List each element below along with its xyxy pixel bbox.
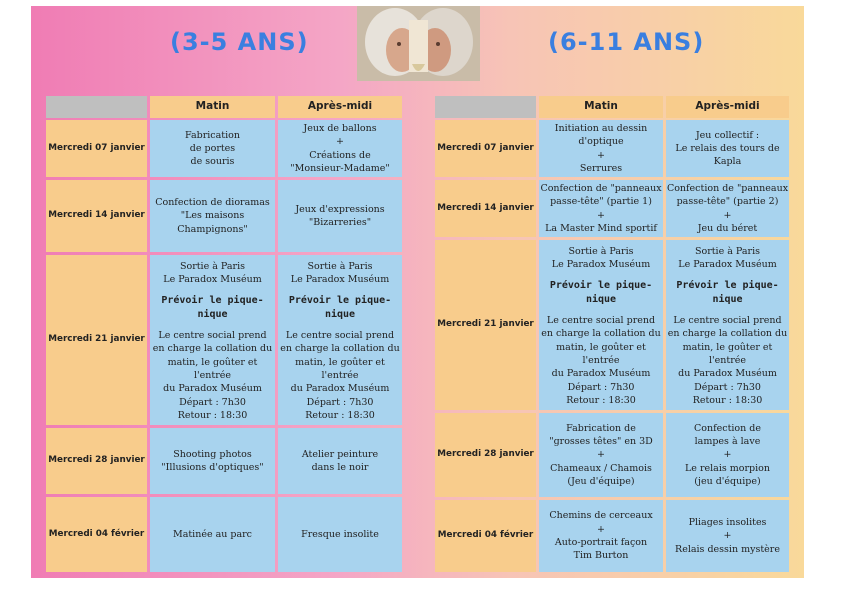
activity-cell: Matinée au parc bbox=[150, 497, 275, 572]
day-cell: Mercredi 21 janvier bbox=[46, 255, 147, 425]
header-matin-right: Matin bbox=[539, 96, 663, 118]
activity-cell: Confection de lampes à lave + Le relais morpion (jeu d'équipe) bbox=[666, 413, 789, 497]
outing-title: Sortie à Paris Le Paradox Muséum bbox=[290, 260, 390, 286]
outing-cell bbox=[539, 240, 663, 410]
day-cell: Mercredi 14 janvier bbox=[46, 180, 147, 252]
day-cell: Mercredi 14 janvier bbox=[435, 180, 536, 237]
optical-illusion-image bbox=[357, 6, 480, 81]
header-blank-left bbox=[46, 96, 147, 118]
day-cell: Mercredi 07 janvier bbox=[435, 120, 536, 177]
outing-cell bbox=[278, 255, 402, 425]
activity-cell: Atelier peinture dans le noir bbox=[278, 428, 402, 494]
header-apres-midi-right: Après-midi bbox=[666, 96, 789, 118]
day-cell: Mercredi 04 février bbox=[46, 497, 147, 572]
activity-cell: Pliages insolites + Relais dessin mystère bbox=[666, 500, 789, 572]
header-matin-left: Matin bbox=[150, 96, 275, 118]
activity-cell: Fresque insolite bbox=[278, 497, 402, 572]
picnic-notice: Prévoir le pique-nique bbox=[288, 295, 392, 320]
picnic-notice: Prévoir le pique-nique bbox=[161, 295, 264, 320]
day-cell: Mercredi 07 janvier bbox=[46, 120, 147, 177]
day-cell: Mercredi 28 janvier bbox=[46, 428, 147, 494]
header-apres-midi-left: Après-midi bbox=[278, 96, 402, 118]
day-cell: Mercredi 04 février bbox=[435, 500, 536, 572]
outing-cell bbox=[150, 255, 275, 425]
activity-cell: Fabrication de "grosses têtes" en 3D + Chameaux / Chamois (Jeu d'équipe) bbox=[539, 413, 663, 497]
activity-cell: Fabrication de portes de souris bbox=[150, 120, 275, 177]
title-3-5-ans: (3-5 ANS) bbox=[170, 28, 309, 56]
activity-cell: Jeu collectif : Le relais des tours de Kapla bbox=[666, 120, 789, 177]
activity-cell: Shooting photos "Illusions d'optiques" bbox=[150, 428, 275, 494]
title-6-11-ans: (6-11 ANS) bbox=[548, 28, 705, 56]
activity-cell: Confection de dioramas "Les maisons Champignons" bbox=[150, 180, 275, 252]
outing-cell bbox=[666, 240, 789, 410]
activity-cell: Confection de "panneaux passe-tête" (partie 2) + Jeu du béret bbox=[666, 180, 789, 237]
outing-details: Le centre social prend en charge la collation du matin, le goûter et l'entrée du Paradox Muséum Départ : 7h30 Retour : 18:30 bbox=[152, 330, 273, 421]
outing-title: Sortie à Paris Le Paradox Muséum bbox=[551, 245, 651, 271]
activity-cell: Jeux d'expressions "Bizarreries" bbox=[278, 180, 402, 252]
outing-title: Sortie à Paris Le Paradox Muséum bbox=[678, 245, 777, 271]
header-blank-right bbox=[435, 96, 536, 118]
activity-cell: Chemins de cerceaux + Auto-portrait façon Tim Burton bbox=[539, 500, 663, 572]
outing-title: Sortie à Paris Le Paradox Muséum bbox=[163, 260, 262, 286]
picnic-notice: Prévoir le pique-nique bbox=[549, 280, 653, 305]
picnic-notice: Prévoir le pique-nique bbox=[676, 280, 779, 305]
activity-cell: Confection de "panneaux passe-tête" (partie 1) + La Master Mind sportif bbox=[539, 180, 663, 237]
outing-details: Le centre social prend en charge la collation du matin, le goûter et l'entrée du Paradox Muséum Départ : 7h30 Retour : 18:30 bbox=[541, 315, 661, 406]
day-cell: Mercredi 21 janvier bbox=[435, 240, 536, 410]
activity-cell: Jeux de ballons + Créations de "Monsieur-Madame" bbox=[278, 120, 402, 177]
day-cell: Mercredi 28 janvier bbox=[435, 413, 536, 497]
activity-cell: Initiation au dessin d'optique + Serrures bbox=[539, 120, 663, 177]
outing-details: Le centre social prend en charge la collation du matin, le goûter et l'entrée du Paradox Muséum Départ : 7h30 Retour : 18:30 bbox=[280, 330, 400, 421]
outing-details: Le centre social prend en charge la collation du matin, le goûter et l'entrée du Paradox Muséum Départ : 7h30 Retour : 18:30 bbox=[667, 315, 788, 406]
